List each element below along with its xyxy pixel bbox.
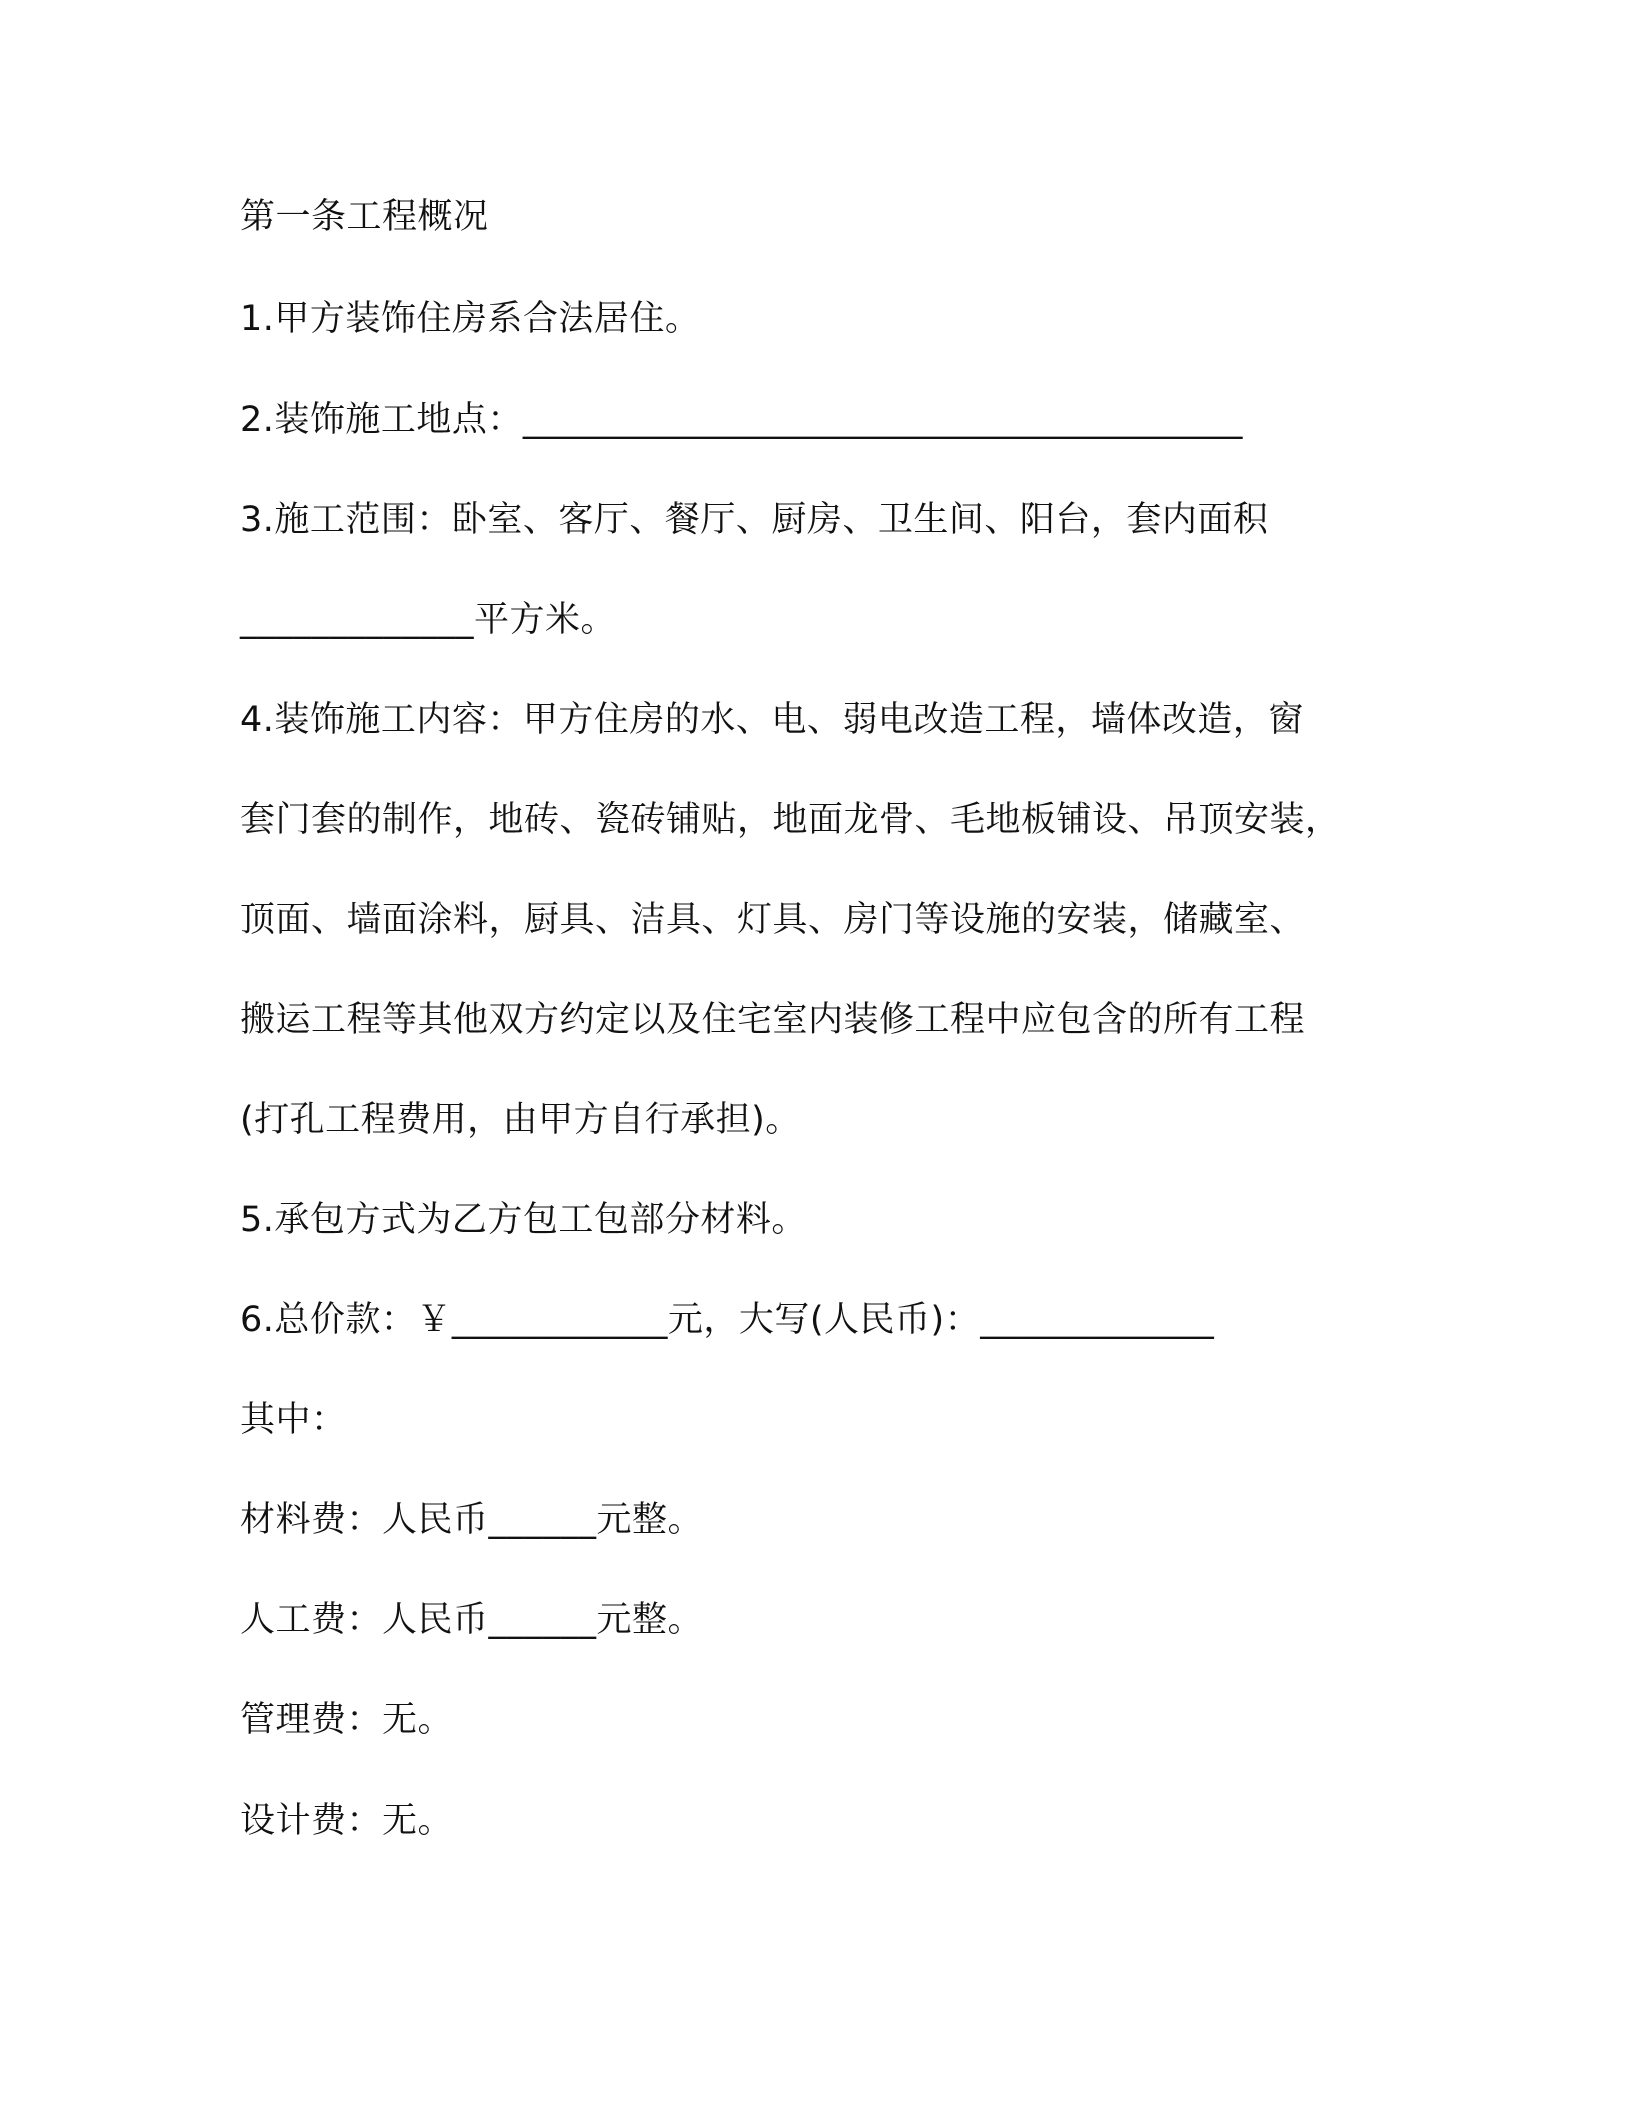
clause-4-line-3: 顶面、墙面涂料，厨具、洁具、灯具、房门等设施的安装，储藏室、: [240, 900, 1306, 940]
clause-3-line-1: 3.施工范围：卧室、客厅、餐厅、厨房、卫生间、阳台，套内面积: [240, 500, 1269, 540]
management-fee-line: 管理费：无。: [240, 1700, 454, 1740]
labor-fee-line: 人工费：人民币______元整。: [240, 1600, 704, 1640]
clause-4-line-4: 搬运工程等其他双方约定以及住宅室内装修工程中应包含的所有工程: [240, 1000, 1306, 1040]
clause-1: 1.甲方装饰住房系合法居住。: [240, 299, 701, 339]
clause-6: 6.总价款：￥____________元，大写(人民币)：_____________: [240, 1300, 1215, 1340]
breakdown-heading: 其中：: [240, 1400, 347, 1440]
design-fee-line: 设计费：无。: [240, 1801, 454, 1841]
section-heading: 第一条工程概况: [240, 197, 489, 237]
clause-5: 5.承包方式为乙方包工包部分材料。: [240, 1200, 807, 1240]
clause-4-line-2: 套门套的制作，地砖、瓷砖铺贴，地面龙骨、毛地板铺设、吊顶安装，: [240, 800, 1341, 840]
clause-2: 2.装饰施工地点：________________________________________: [240, 400, 1243, 440]
clause-4-line-5: (打孔工程费用，由甲方自行承担)。: [240, 1100, 801, 1140]
clause-3-line-2: _____________平方米。: [240, 600, 617, 640]
material-fee-line: 材料费：人民币______元整。: [240, 1500, 704, 1540]
clause-4-line-1: 4.装饰施工内容：甲方住房的水、电、弱电改造工程，墙体改造，窗: [240, 700, 1304, 740]
